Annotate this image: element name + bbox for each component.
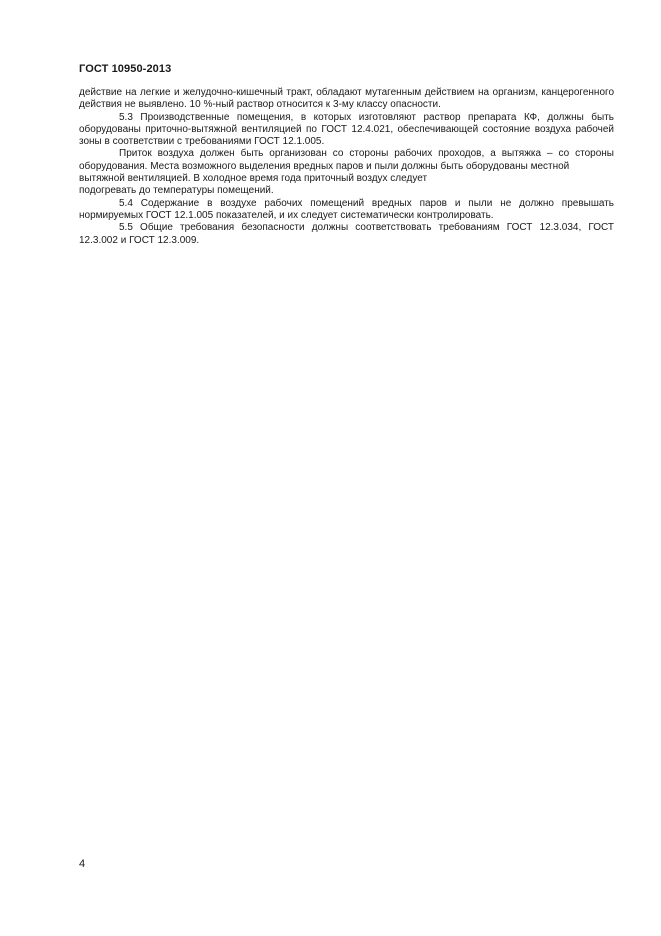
document-body [79,87,614,247]
paragraph-air-supply: Приток воздуха должен быть организован со стороны рабочих проходов, а вытяжка – со стороны оборудования. Места возможного выделения вредных паров и пыли должны быть оборудованы местной [79,148,614,172]
paragraph-hazard-continuation: действие на легкие и желудочно-кишечный тракт, обладают мутагенным действием на организм, канцерогенного действия не выявлено. 10 %-ный раствор относится к 3-му классу опасности. [79,87,614,111]
document-header-standard-number: ГОСТ 10950-2013 [79,63,172,75]
paragraph-5-3-ventilation: 5.3 Производственные помещения, в которых изготовляют раствор препарата КФ, должны быть оборудованы приточно-вытяжной вентиляцией по ГОСТ 12.4.021, обеспечивающей состояние воздуха рабочей зоны в соответствии с требованиями ГОСТ 12.1.005. [79,111,614,148]
paragraph-5-5-safety-requirements: 5.5 Общие требования безопасности должны соответствовать требованиям ГОСТ 12.3.034, ГОСТ 12.3.002 и ГОСТ 12.3.009. [79,222,614,246]
paragraph-air-supply-line-3: подогревать до температуры помещений. [79,185,274,197]
paragraph-air-supply-line-2: вытяжной вентиляцией. В холодное время года приточный воздух следует [79,173,428,185]
page-number: 4 [79,858,86,870]
paragraph-5-4-air-content: 5.4 Содержание в воздухе рабочих помещений вредных паров и пыли не должно превышать нормируемых ГОСТ 12.1.005 показателей, и их следует систематически контролировать. [79,197,614,221]
